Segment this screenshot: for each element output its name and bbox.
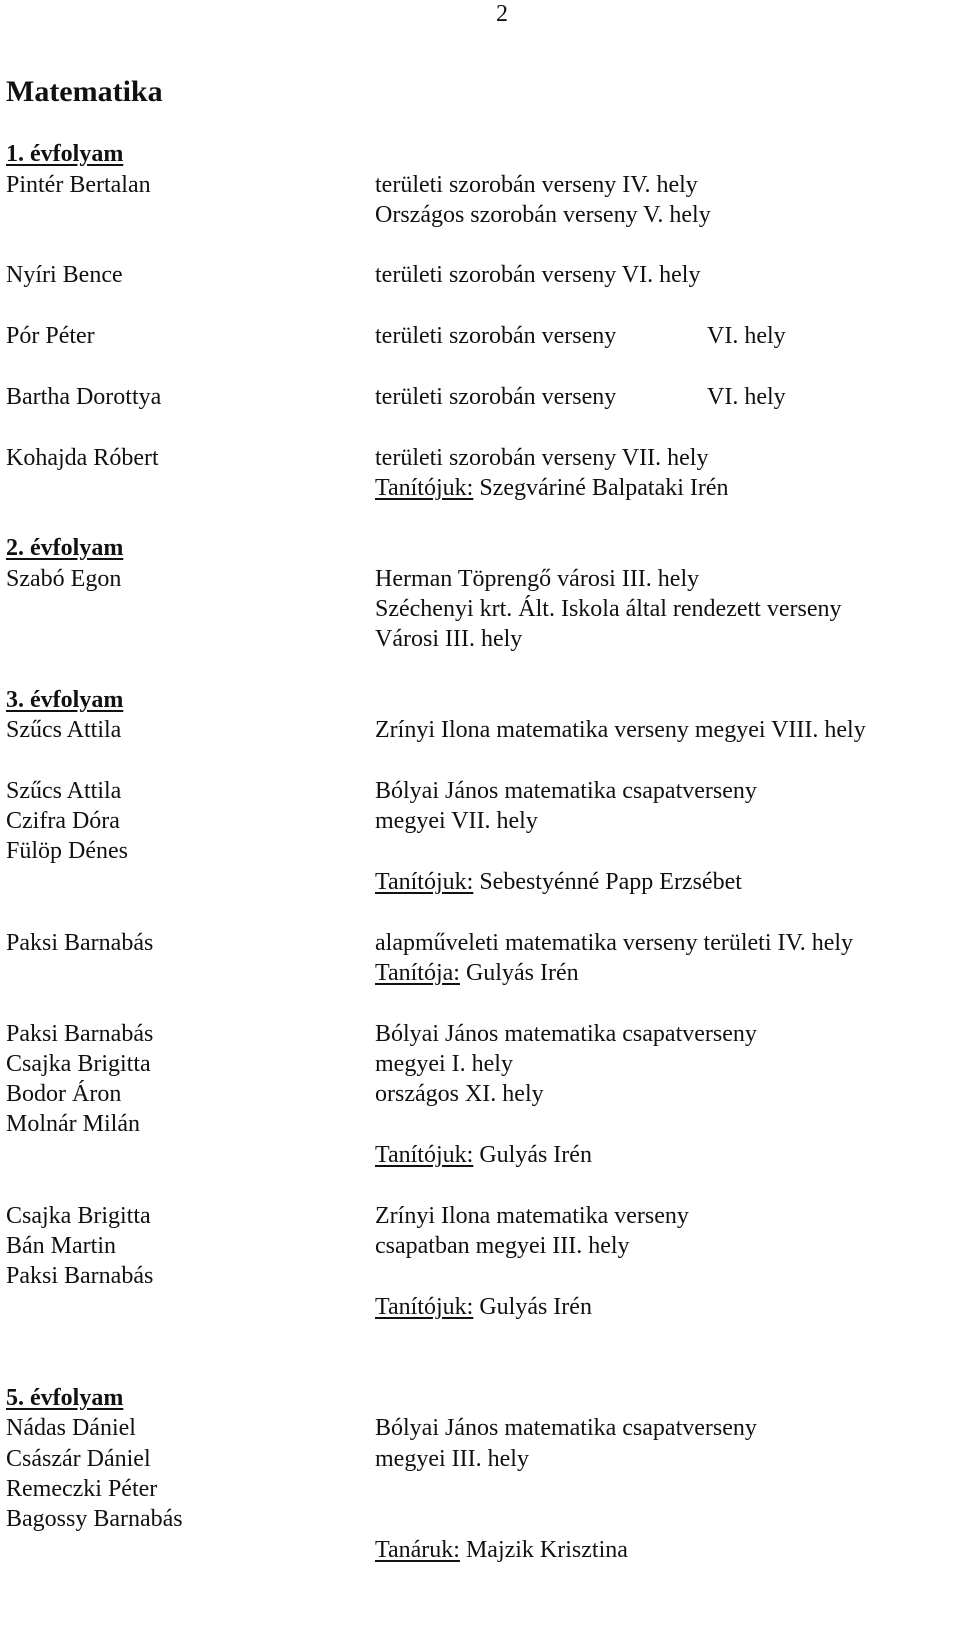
result-placement: VI. hely <box>707 384 786 410</box>
result-line: országos XI. hely <box>375 1081 544 1107</box>
teacher-name: Gulyás Irén <box>465 960 579 986</box>
page-title: Matematika <box>6 75 163 108</box>
student-name: Szabó Egon <box>6 566 122 592</box>
result-line: területi szorobán verseny VI. hely <box>375 262 701 288</box>
student-name: Kohajda Róbert <box>6 445 159 471</box>
teacher-label: Tanítója: <box>375 960 460 986</box>
teacher-line <box>375 1293 592 1321</box>
student-name: Csajka Brigitta <box>6 1203 151 1229</box>
teacher-label: Tanítójuk: <box>375 1142 474 1168</box>
grade-2-heading: 2. évfolyam <box>6 535 124 561</box>
student-name: Csajka Brigitta <box>6 1051 151 1077</box>
result-line: Bólyai János matematika csapatverseny <box>375 778 757 804</box>
grade-3-heading: 3. évfolyam <box>6 687 124 713</box>
student-name: Szűcs Attila <box>6 778 122 804</box>
student-name: Remeczki Péter <box>6 1476 158 1502</box>
result-line: területi szorobán verseny IV. hely <box>375 172 698 198</box>
result-line: Országos szorobán verseny V. hely <box>375 202 711 228</box>
student-name: Bartha Dorottya <box>6 384 162 410</box>
student-name: Szűcs Attila <box>6 717 122 743</box>
student-name: Bagossy Barnabás <box>6 1506 183 1532</box>
teacher-label: Tanítójuk: <box>375 869 474 895</box>
student-name: Paksi Barnabás <box>6 1263 154 1289</box>
teacher-label: Tanítójuk: <box>375 475 474 501</box>
teacher-line <box>375 868 742 896</box>
teacher-label: Tanáruk: <box>375 1537 460 1563</box>
result-line: Zrínyi Ilona matematika verseny megyei VIII. hely <box>375 717 866 743</box>
student-name: Paksi Barnabás <box>6 930 154 956</box>
teacher-name: Gulyás Irén <box>479 1294 592 1320</box>
result-line: megyei I. hely <box>375 1051 513 1077</box>
result-line: területi szorobán verseny <box>375 384 617 410</box>
result-line: területi szorobán verseny <box>375 323 617 349</box>
student-name: Pintér Bertalan <box>6 172 151 198</box>
student-name: Czifra Dóra <box>6 808 120 834</box>
result-line: Herman Töprengő városi III. hely <box>375 566 700 592</box>
result-line: Bólyai János matematika csapatverseny <box>375 1415 757 1441</box>
result-line: megyei III. hely <box>375 1446 529 1472</box>
teacher-name: Majzik Krisztina <box>465 1537 628 1563</box>
teacher-line <box>375 474 729 502</box>
result-line: alapműveleti matematika verseny területi IV. hely <box>375 930 854 956</box>
teacher-label: Tanítójuk: <box>375 1294 474 1320</box>
student-name: Bodor Áron <box>6 1081 122 1107</box>
student-name: Paksi Barnabás <box>6 1021 154 1047</box>
teacher-line <box>375 1536 628 1564</box>
student-name: Nádas Dániel <box>6 1415 136 1441</box>
student-name: Bán Martin <box>6 1233 116 1259</box>
result-line: megyei VII. hely <box>375 808 538 834</box>
result-line: Bólyai János matematika csapatverseny <box>375 1021 757 1047</box>
result-line: területi szorobán verseny VII. hely <box>375 445 709 471</box>
teacher-name: Gulyás Irén <box>479 1142 592 1168</box>
result-line: csapatban megyei III. hely <box>375 1233 630 1259</box>
teacher-name: Szegváriné Balpataki Irén <box>479 475 729 501</box>
student-name: Fülöp Dénes <box>6 838 128 864</box>
page-number: 2 <box>496 1 508 27</box>
result-placement: VI. hely <box>707 323 786 349</box>
result-line: Városi III. hely <box>375 626 523 652</box>
student-name: Pór Péter <box>6 323 95 349</box>
grade-5-heading: 5. évfolyam <box>6 1385 124 1411</box>
student-name: Nyíri Bence <box>6 262 123 288</box>
result-line: Zrínyi Ilona matematika verseny <box>375 1203 689 1229</box>
student-name: Császár Dániel <box>6 1446 151 1472</box>
teacher-name: Sebestyénné Papp Erzsébet <box>479 869 742 895</box>
grade-1-heading: 1. évfolyam <box>6 141 124 167</box>
teacher-line <box>375 959 579 987</box>
result-line: Széchenyi krt. Ált. Iskola által rendezett verseny <box>375 596 842 622</box>
student-name: Molnár Milán <box>6 1111 140 1137</box>
teacher-line <box>375 1141 592 1169</box>
